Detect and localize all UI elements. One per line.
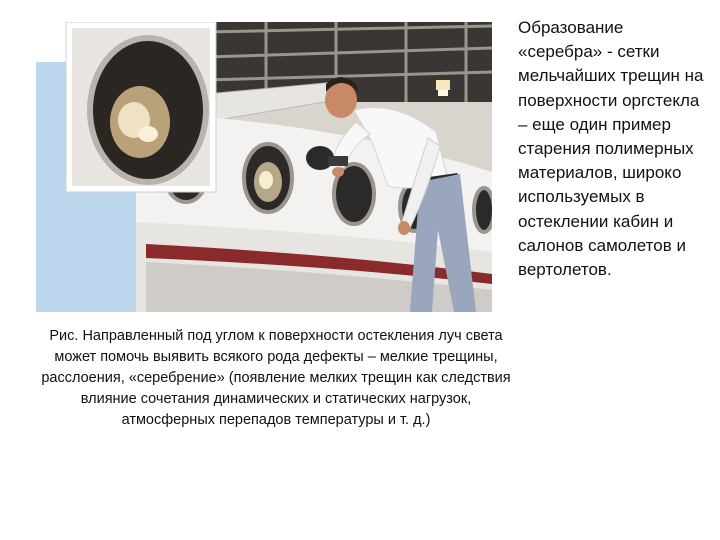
side-description: Образование «серебра» - сетки мельчайших трещин на поверхности оргстекла – еще один пример старения полимерных материалов, широко используемых в остеклении кабин и салонов самолетов и вертолетов.: [518, 18, 704, 280]
figure-caption: Рис. Направленный под углом к поверхности остекления луч света может помочь выявить всякого рода дефекты – мелкие трещины, расслоения, «серебрение» (появление мелких трещин как следствия влияние сочетания динамических и статических нагрузок, атмосферных перепадов температуры и т. д.): [41, 328, 511, 428]
aircraft-inspection-photo: [36, 22, 492, 312]
